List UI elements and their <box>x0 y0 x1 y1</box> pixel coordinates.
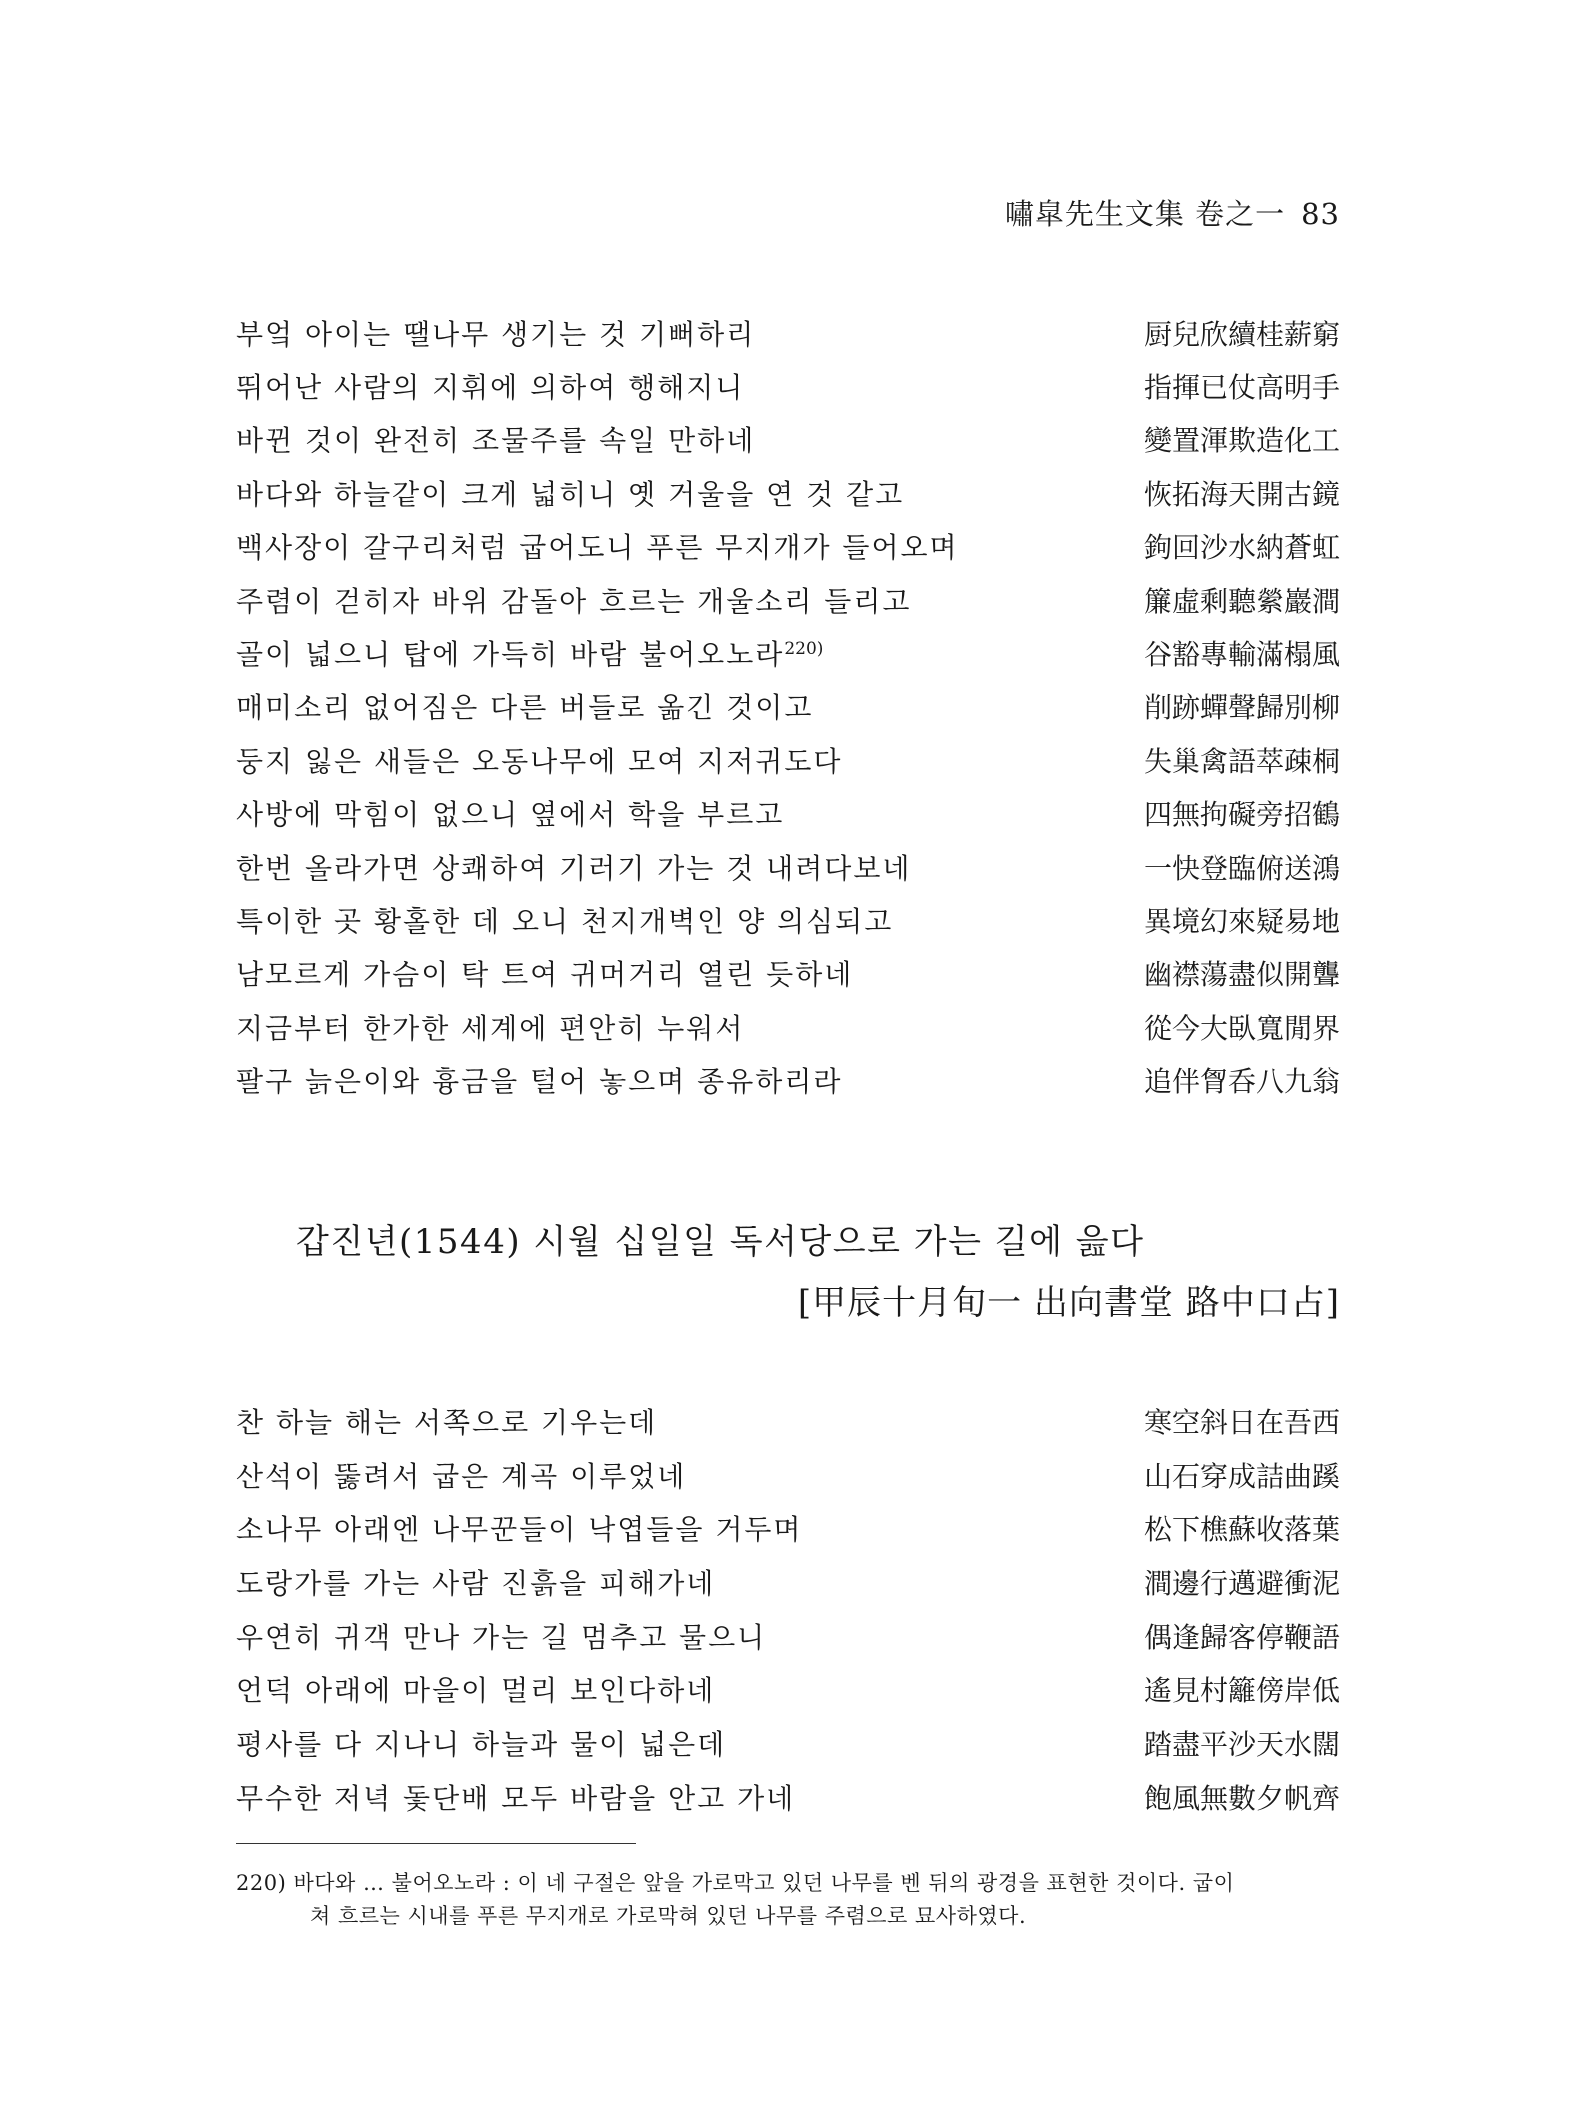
poem-line <box>236 1053 1340 1106</box>
poem-line <box>236 733 1340 786</box>
poem-line <box>236 573 1340 626</box>
hanja-line: 削跡蟬聲歸別柳 <box>1143 691 1340 725</box>
hanja-line: 幽襟蕩盡似開聾 <box>1143 958 1340 992</box>
korean-line: 우연히 귀객 만나 가는 길 멈추고 물으니 <box>236 1620 767 1654</box>
book-title: 嘯皐先生文集 卷之一 <box>1004 197 1286 231</box>
hanja-line: 恢拓海天開古鏡 <box>1143 477 1340 511</box>
footnote-line: 220) 바다와 … 불어오노라 : 이 네 구절은 앞을 가로막고 있던 나무를 벤 뒤의 광경을 표현한 것이다. 굽이 <box>236 1871 1235 1895</box>
hanja-line: 鉤回沙水納蒼虹 <box>1143 531 1340 565</box>
page-number: 83 <box>1301 197 1340 231</box>
footnote-divider <box>236 1843 636 1844</box>
hanja-line: 遙見村籬傍岸低 <box>1143 1674 1340 1708</box>
poem-title-hanja: [甲辰十月旬一 出向書堂 路中口占] <box>797 1283 1340 1323</box>
poem-line <box>236 1770 1340 1824</box>
korean-line: 주렴이 걷히자 바위 감돌아 흐르는 개울소리 들리고 <box>236 584 912 618</box>
poem-line <box>236 1662 1340 1716</box>
hanja-line: 失巢禽語萃疎桐 <box>1143 744 1340 778</box>
poem-line <box>236 306 1340 359</box>
poem-line <box>236 1394 1340 1448</box>
korean-line: 남모르게 가슴이 탁 트여 귀머거리 열린 듯하네 <box>236 958 854 992</box>
korean-line: 평사를 다 지나니 하늘과 물이 넓은데 <box>236 1727 727 1761</box>
hanja-line: 谷豁專輸滿榻風 <box>1143 638 1340 672</box>
poem-line <box>236 680 1340 733</box>
poem-line <box>236 359 1340 412</box>
poem-line <box>236 1448 1340 1502</box>
hanja-line: 寒空斜日在吾西 <box>1143 1405 1340 1439</box>
korean-line: 특이한 곳 황홀한 데 오니 천지개벽인 양 의심되고 <box>236 904 894 938</box>
hanja-line: 厨兒欣續桂薪窮 <box>1143 317 1340 351</box>
korean-line: 한번 올라가면 상쾌하여 기러기 가는 것 내려다보네 <box>236 851 912 885</box>
poem-line <box>236 466 1340 519</box>
korean-line: 둥지 잃은 새들은 오동나무에 모여 지저귀도다 <box>236 744 843 778</box>
poem-line <box>236 1555 1340 1609</box>
hanja-line: 追伴胷呑八九翁 <box>1143 1065 1340 1099</box>
poem-line <box>236 1000 1340 1053</box>
hanja-line: 山石穿成詰曲蹊 <box>1143 1459 1340 1493</box>
poem-continued <box>236 306 1340 1107</box>
hanja-line: 一快登臨俯送鴻 <box>1143 851 1340 885</box>
korean-line: 백사장이 갈구리처럼 굽어도니 푸른 무지개가 들어오며 <box>236 531 959 565</box>
running-header <box>1005 192 1340 233</box>
poem-line <box>236 840 1340 893</box>
korean-line: 바뀐 것이 완전히 조물주를 속일 만하네 <box>236 424 756 458</box>
korean-line: 매미소리 없어짐은 다른 버들로 옮긴 것이고 <box>236 691 814 725</box>
hanja-line: 松下樵蘇收落葉 <box>1143 1513 1340 1547</box>
korean-line: 산석이 뚫려서 굽은 계곡 이루었네 <box>236 1459 687 1493</box>
poem-line <box>236 520 1340 573</box>
hanja-line: 澗邊行邁避衝泥 <box>1143 1566 1340 1600</box>
hanja-line: 飽風無數夕帆齊 <box>1143 1781 1340 1815</box>
poem-line <box>236 413 1340 466</box>
korean-line: 사방에 막힘이 없으니 옆에서 학을 부르고 <box>236 798 785 832</box>
hanja-line: 偶逢歸客停鞭語 <box>1143 1620 1340 1654</box>
poem-line <box>236 1501 1340 1555</box>
hanja-line: 踏盡平沙天水闊 <box>1143 1727 1340 1761</box>
poem-line <box>236 787 1340 840</box>
footnote <box>236 1867 1340 1933</box>
korean-line-with-note <box>236 633 823 673</box>
poem-title-korean: 갑진년(1544) 시월 십일일 독서당으로 가는 길에 읊다 <box>296 1222 1145 1262</box>
hanja-line: 四無拘礙旁招鶴 <box>1143 798 1340 832</box>
hanja-line: 簾虛剩聽縈巖澗 <box>1143 584 1340 618</box>
hanja-line: 指揮已仗高明手 <box>1143 371 1340 405</box>
korean-line: 도랑가를 가는 사람 진흙을 피해가네 <box>236 1566 716 1600</box>
poem-line <box>236 1716 1340 1770</box>
footnote-ref[interactable]: 220) <box>784 639 824 660</box>
poem-line <box>236 1609 1340 1663</box>
poem-line <box>236 947 1340 1000</box>
korean-line-text: 골이 넓으니 탑에 가득히 바람 불어오노라 <box>236 638 785 672</box>
footnote-line-continued: 쳐 흐르는 시내를 푸른 무지개로 가로막혀 있던 나무를 주렴으로 묘사하였다. <box>310 1904 1027 1928</box>
korean-line: 언덕 아래에 마을이 멀리 보인다하네 <box>236 1674 716 1708</box>
hanja-line: 從今大臥寬閒界 <box>1143 1011 1340 1045</box>
hanja-line: 變置渾欺造化工 <box>1143 424 1340 458</box>
korean-line: 소나무 아래엔 나무꾼들이 낙엽들을 거두며 <box>236 1513 803 1547</box>
poem <box>236 1394 1340 1824</box>
poem-line <box>236 893 1340 946</box>
korean-line: 팔구 늙은이와 흉금을 털어 놓으며 종유하리라 <box>236 1065 843 1099</box>
korean-line: 지금부터 한가한 세계에 편안히 누워서 <box>236 1011 745 1045</box>
korean-line: 뛰어난 사람의 지휘에 의하여 행해지니 <box>236 371 745 405</box>
korean-line: 바다와 하늘같이 크게 넓히니 옛 거울을 연 것 같고 <box>236 477 905 511</box>
korean-line: 찬 하늘 해는 서쪽으로 기우는데 <box>236 1405 658 1439</box>
hanja-line: 異境幻來疑易地 <box>1143 904 1340 938</box>
korean-line: 무수한 저녁 돛단배 모두 바람을 안고 가네 <box>236 1781 796 1815</box>
poem-line <box>236 626 1340 679</box>
korean-line: 부엌 아이는 땔나무 생기는 것 기뻐하리 <box>236 317 756 351</box>
